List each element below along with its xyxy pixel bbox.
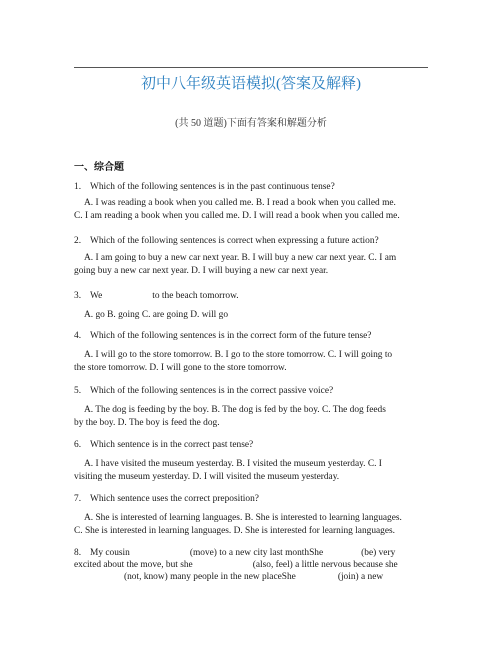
options-line-2: visiting the museum yesterday. D. I will visited the museum yesterday. [74,471,340,482]
options-line-2: going buy a new car next year. D. I will buying a new car next year. [74,265,329,276]
options-line-1: A. The dog is feeding by the boy. B. The dog is fed by the boy. C. The dog feeds [84,405,386,415]
options-line-1: A. She is interested of learning languages. B. She is interested to learning languages. [84,513,402,523]
question-text: (be) very [361,548,396,558]
question-text-before-blank: We [90,291,103,301]
question-number: 2. [74,236,82,246]
options-line-1: A. I will go to the store tomorrow. B. I go to the store tomorrow. C. I will going to [84,350,393,360]
question-text: (join) a new [337,572,384,582]
document-subtitle: (共 50 道题)下面有答案和解题分析 [175,118,327,129]
question-5-options [74,404,434,429]
question-8-line-3 [74,571,434,584]
question-3-options [74,309,434,322]
question-text: (also, feel) a little nervous because she [252,560,398,570]
question-text: Which sentence is in the correct past tense? [90,440,254,450]
question-number: 8. [74,548,82,558]
question-text: Which of the following sentences is correct when expressing a future action? [90,236,379,246]
question-text: (not, know) many people in the new placeShe [124,572,296,582]
question-1-options [74,197,434,222]
question-8-line-2 [74,559,434,572]
question-2 [74,235,434,248]
question-4-options [74,349,434,374]
question-number: 3. [74,291,82,301]
question-8-line-1 [74,547,434,560]
question-7-options [74,512,434,537]
question-text: Which of the following sentences is in the past continuous tense? [90,182,335,192]
question-4 [74,330,434,343]
question-1 [74,181,434,194]
question-number: 5. [74,386,82,396]
question-number: 6. [74,440,82,450]
question-6-options [74,458,434,483]
question-text-after-blank: to the beach tomorrow. [152,291,239,301]
question-text: excited about the move, but she [74,560,193,570]
question-6 [74,439,434,452]
question-7 [74,493,434,506]
document-title: 初中八年级英语模拟(答案及解释) [141,76,361,92]
question-number: 4. [74,331,82,341]
options-line-1: A. I was reading a book when you called me. B. I read a book when you called me. [84,198,396,208]
section-heading: 一、综合题 [74,162,124,173]
question-text: Which sentence uses the correct preposition? [90,494,259,504]
options-line-1: A. I have visited the museum yesterday. B. I visited the museum yesterday. C. I [84,459,382,469]
question-2-options [74,252,434,277]
question-3 [74,290,434,303]
options-line-2: by the boy. D. The boy is feed the dog. [74,417,220,428]
question-number: 7. [74,494,82,504]
question-text: (move) to a new city last monthShe [189,548,324,558]
question-text: Which of the following sentences is in the correct form of the future tense? [90,331,372,341]
question-text: My cousin [90,548,130,558]
options-line-1: A. I am going to buy a new car next year. B. I will buy a new car next year. C. I am [84,253,397,263]
options-line-2: C. I am reading a book when you called me. D. I will read a book when you called me. [74,210,400,221]
question-number: 1. [74,182,82,192]
options-line-2: the store tomorrow. D. I will gone to the store tomorrow. [74,362,287,373]
options-line-2: C. She is interested in learning languages. D. She is interested for learning languages. [74,525,396,536]
options-line-1: A. go B. going C. are going D. will go [84,310,229,320]
top-rule [74,67,428,68]
question-text: Which of the following sentences is in the correct passive voice? [90,386,334,396]
question-5 [74,385,434,398]
